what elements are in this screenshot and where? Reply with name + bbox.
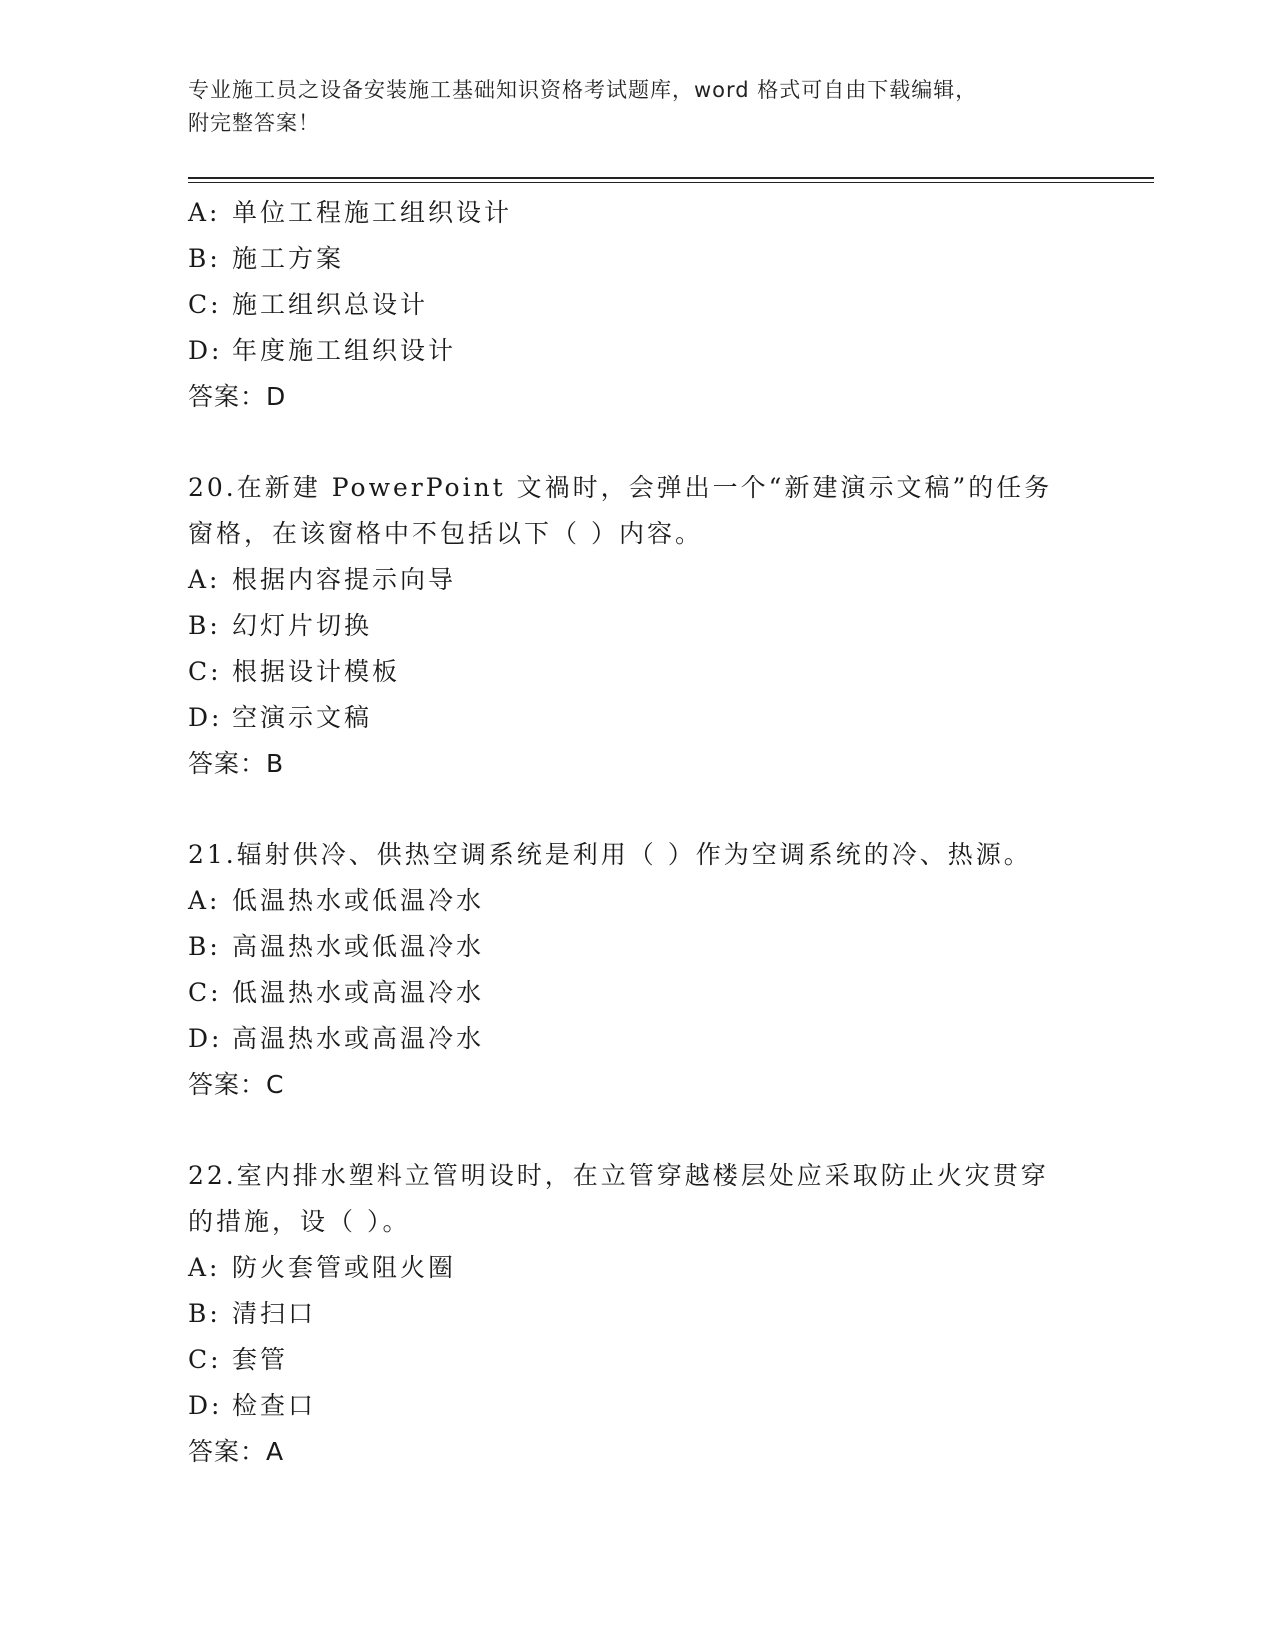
option-letter: D: — [188, 703, 223, 732]
option-text: 根据内容提示向导 — [232, 565, 457, 594]
option-text: 施工组织总设计 — [232, 290, 429, 319]
option-letter: B: — [188, 244, 221, 273]
document-header — [188, 74, 1068, 140]
question-list — [188, 190, 1088, 1475]
option-c — [188, 282, 1088, 328]
answer-label: 答案： — [188, 1070, 267, 1099]
option-letter: C: — [188, 657, 222, 686]
answer-line — [188, 1062, 1088, 1108]
option-letter: B: — [188, 932, 221, 961]
option-text: 低温热水或低温冷水 — [232, 886, 485, 915]
option-c — [188, 649, 1088, 695]
question-block-21 — [188, 832, 1088, 1108]
option-text: 幻灯片切换 — [232, 611, 373, 640]
option-text: 高温热水或高温冷水 — [232, 1024, 485, 1053]
option-d — [188, 328, 1088, 374]
question-block-20 — [188, 465, 1088, 787]
answer-line — [188, 374, 1088, 420]
option-b — [188, 236, 1088, 282]
option-letter: B: — [188, 1299, 221, 1328]
block-spacer — [188, 787, 1088, 832]
answer-value: D — [266, 382, 287, 411]
question-text-line-1: 22.室内排水塑料立管明设时，在立管穿越楼层处应采取防止火灾贯穿 — [188, 1161, 1049, 1190]
answer-value: B — [266, 749, 285, 778]
option-a — [188, 878, 1088, 924]
option-a — [188, 557, 1088, 603]
option-letter: D: — [188, 336, 223, 365]
option-text: 根据设计模板 — [232, 657, 401, 686]
option-b — [188, 924, 1088, 970]
option-letter: D: — [188, 1391, 223, 1420]
option-text: 低温热水或高温冷水 — [232, 978, 485, 1007]
option-d — [188, 1016, 1088, 1062]
question-block-19 — [188, 190, 1088, 420]
question-text-line-1: 20.在新建 PowerPoint 文禍时，会弹出一个“新建演示文稿”的任务 — [188, 473, 1053, 502]
option-letter: A: — [188, 886, 221, 915]
option-letter: C: — [188, 1345, 222, 1374]
option-text: 施工方案 — [232, 244, 345, 273]
option-letter: C: — [188, 978, 222, 1007]
option-letter: B: — [188, 611, 221, 640]
answer-label: 答案： — [188, 382, 267, 411]
answer-line — [188, 1429, 1088, 1475]
answer-value: C — [266, 1070, 285, 1099]
option-text: 检查口 — [232, 1391, 317, 1420]
question-block-22 — [188, 1153, 1088, 1475]
option-b — [188, 1291, 1088, 1337]
option-b — [188, 603, 1088, 649]
question-text-line-1: 21.辐射供冷、供热空调系统是利用（ ）作为空调系统的冷、热源。 — [188, 840, 1032, 869]
option-c — [188, 970, 1088, 1016]
option-letter: C: — [188, 290, 222, 319]
answer-value: A — [266, 1437, 285, 1466]
option-text: 年度施工组织设计 — [232, 336, 457, 365]
option-letter: D: — [188, 1024, 223, 1053]
header-line-1: 专业施工员之设备安装施工基础知识资格考试题库，word 格式可自由下载编辑， — [188, 78, 978, 102]
option-a — [188, 190, 1088, 236]
header-divider-thin — [188, 182, 1154, 183]
option-text: 套管 — [232, 1345, 289, 1374]
block-spacer — [188, 420, 1088, 465]
block-spacer — [188, 1108, 1088, 1153]
header-line-2: 附完整答案！ — [188, 111, 320, 135]
option-letter: A: — [188, 1253, 221, 1282]
question-text-line-2: 窗格，在该窗格中不包括以下（ ）内容。 — [188, 519, 703, 548]
option-a — [188, 1245, 1088, 1291]
option-text: 单位工程施工组织设计 — [232, 198, 513, 227]
answer-label: 答案： — [188, 749, 267, 778]
option-c — [188, 1337, 1088, 1383]
option-text: 清扫口 — [232, 1299, 317, 1328]
question-text-line-2: 的措施，设（ ）。 — [188, 1207, 411, 1236]
answer-line — [188, 741, 1088, 787]
option-text: 防火套管或阻火圈 — [232, 1253, 457, 1282]
option-text: 空演示文稿 — [232, 703, 373, 732]
answer-label: 答案： — [188, 1437, 267, 1466]
option-text: 高温热水或低温冷水 — [232, 932, 485, 961]
option-d — [188, 1383, 1088, 1429]
option-d — [188, 695, 1088, 741]
header-divider-thick — [188, 177, 1154, 179]
option-letter: A: — [188, 565, 221, 594]
option-letter: A: — [188, 198, 221, 227]
